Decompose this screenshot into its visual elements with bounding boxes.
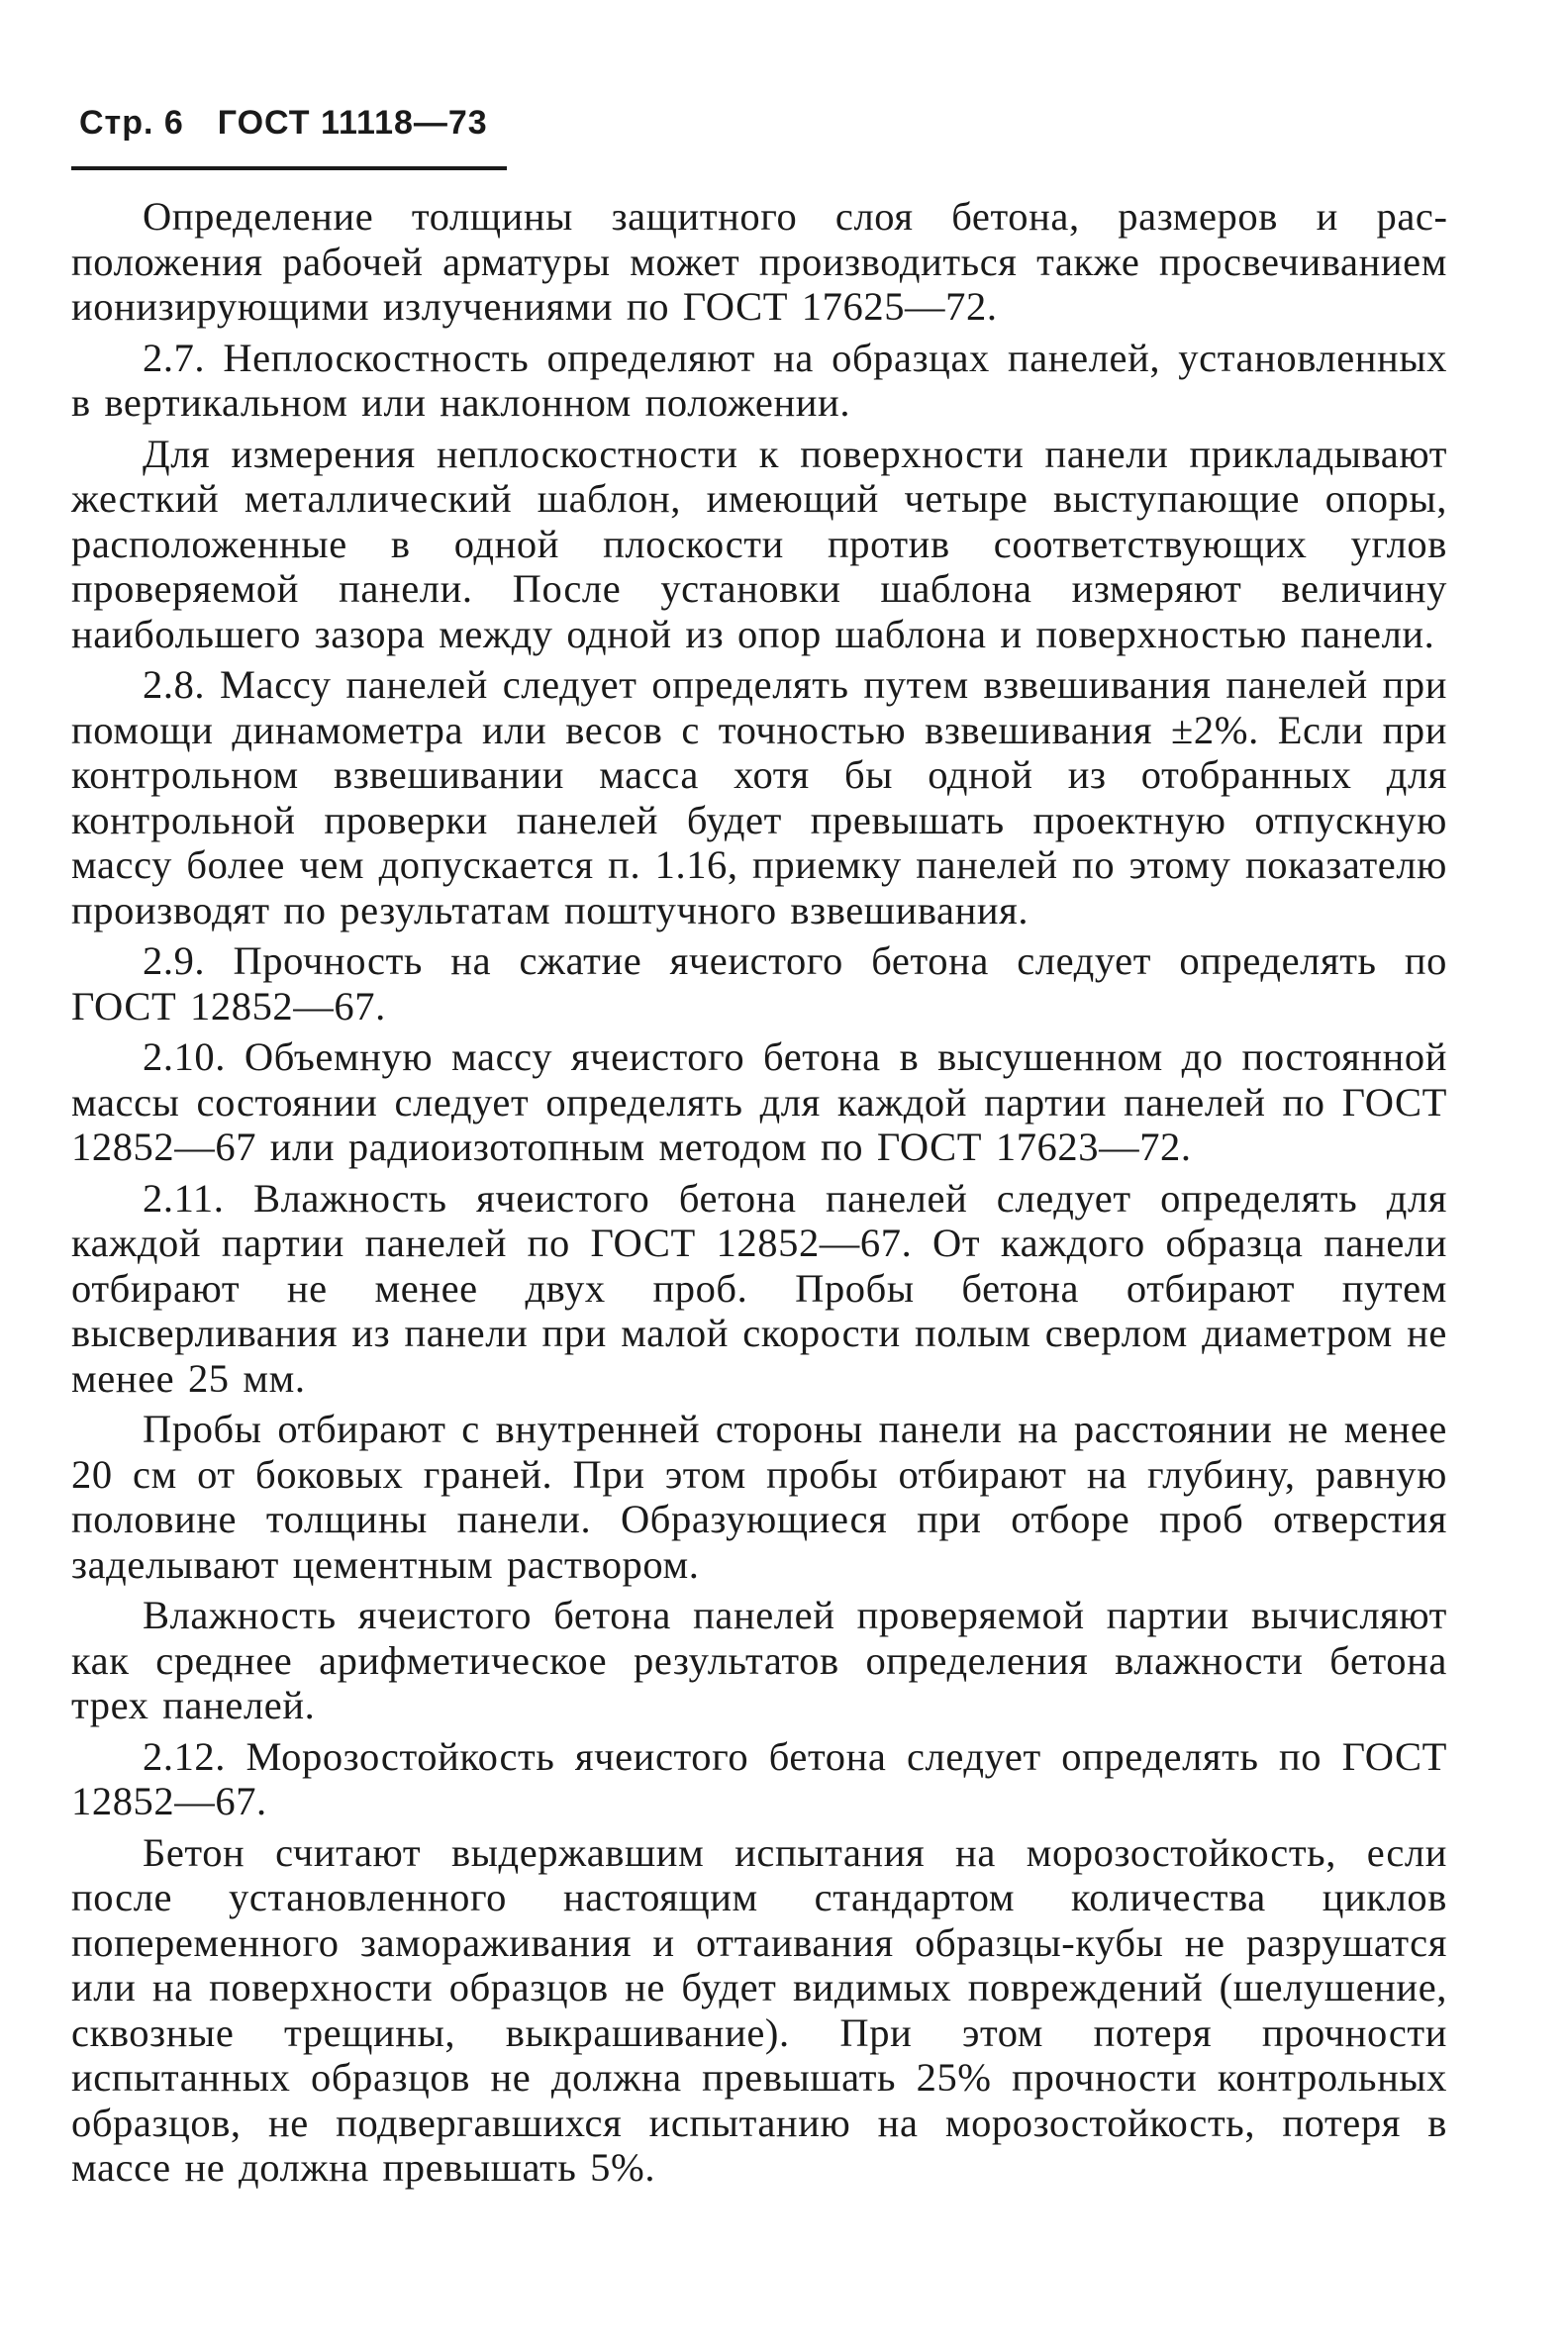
document-body [71, 194, 1447, 2191]
paragraph: Для измерения неплоскостности к поверхности панели прикладывают жесткий металлический шаблон, имеющий четыре выступающие опоры, расположенные в одной плоскости против соответствующих углов проверяемой панели. После установки шаблона измеряют величину наибольшего зазора между одной из опор шаблона и поверхностью панели. [71, 431, 1447, 656]
paragraph: Определение толщины защитного слоя бетона, размеров и расположения рабочей арматуры может производиться также просвечиванием ионизирующими излучениями по ГОСТ 17625—72. [71, 194, 1447, 329]
paragraph: 2.9. Прочность на сжатие ячеистого бетона следует определять по ГОСТ 12852—67. [71, 938, 1447, 1028]
paragraph: Влажность ячеистого бетона панелей проверяемой партии вычисляют как среднее арифметическое результатов определения влажности бетона трех панелей. [71, 1593, 1447, 1727]
paragraph: 2.12. Морозостойкость ячеистого бетона следует определять по ГОСТ 12852—67. [71, 1733, 1447, 1823]
paragraph: 2.7. Неплоскостность определяют на образцах панелей, установленных в вертикальном или наклонном положении. [71, 335, 1447, 425]
paragraph: Бетон считают выдержавшим испытания на морозостойкость, если после установленного настоящим стандартом количества циклов попеременного замораживания и оттаивания образцы-кубы не разрушатся или на поверхности образцов не будет видимых повреждений (шелушение, сквозные трещины, выкрашивание). При этом потеря прочности испытанных образцов не должна превышать 25% прочности контрольных образцов, не подвергавшихся испытанию на морозостойкость, потеря в массе не должна превышать 5%. [71, 1829, 1447, 2190]
page-header [71, 99, 1447, 147]
document-page [71, 99, 1447, 2197]
paragraph: Пробы отбирают с внутренней стороны панели на расстоянии не менее 20 см от боковых граней. При этом пробы отбирают на глубину, равную половине толщины панели. Образующиеся при отборе проб отверстия заделывают цементным раствором. [71, 1407, 1447, 1587]
paragraph: 2.8. Массу панелей следует определять путем взвешивания панелей при помощи динамометра или весов с точностью взвешивания ±2%. Если при контрольном взвешивании масса хотя бы одной из отобранных для контрольной проверки панелей будет превышать проектную отпускную массу более чем допускается п. 1.16, приемку панелей по этому показателю производят по результатам поштучного взвешивания. [71, 662, 1447, 932]
header-rule [71, 166, 507, 170]
paragraph: 2.10. Объемную массу ячеистого бетона в высушенном до постоянной массы состоянии следует определять для каждой партии панелей по ГОСТ 12852—67 или радиоизотопным методом по ГОСТ 17623—72. [71, 1034, 1447, 1169]
standard-designation: ГОСТ 11118—73 [217, 104, 488, 142]
page-number: Стр. 6 [79, 104, 184, 142]
paragraph: 2.11. Влажность ячеистого бетона панелей следует определять для каждой партии панелей по ГОСТ 12852—67. От каждого образца панели отбирают не менее двух проб. Пробы бетона отбирают путем высверливания из панели при малой скорости полым сверлом диаметром не менее 25 мм. [71, 1175, 1447, 1401]
